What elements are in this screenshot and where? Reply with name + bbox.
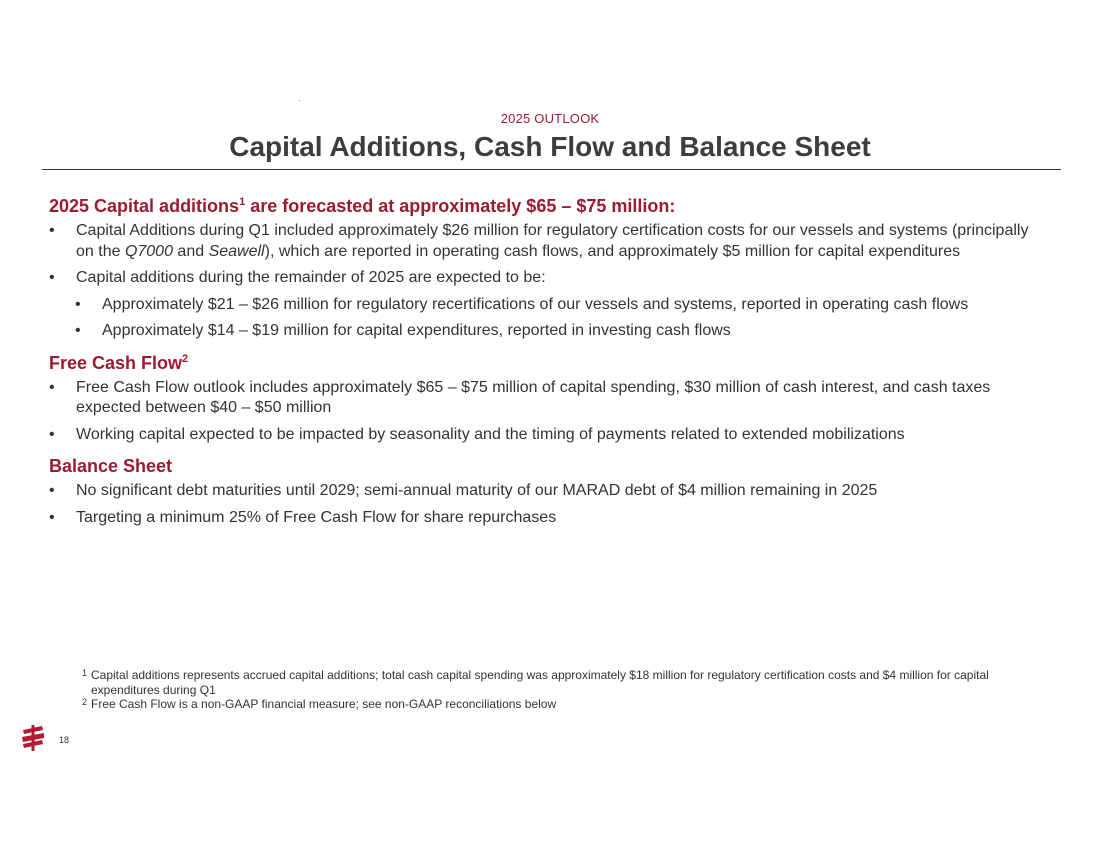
capital-additions-heading: 2025 Capital additions$^1$ are forecasted at approximately $65 – $75 million: bbox=[49, 196, 676, 216]
footnote-2: 2 Free Cash Flow is a non-GAAP financial measure; see non-GAAP reconciliations below bbox=[82, 697, 557, 711]
section-eyebrow: 2025 OUTLOOK bbox=[500, 111, 600, 126]
company-logo-icon bbox=[20, 724, 46, 752]
free-cash-flow-heading: Free Cash Flow$^2$ bbox=[49, 352, 189, 373]
bullet-icon: • bbox=[49, 508, 55, 526]
list-item: • Working capital expected to be impacted by seasonality and the timing of payments related to extended mobilizations bbox=[49, 425, 1039, 446]
sub-list-item: • Approximately $14 – $19 million for capital expenditures, reported in investing cash flows bbox=[75, 321, 1039, 342]
list-item: • Capital additions during the remainder of 2025 are expected to be: bbox=[49, 268, 1039, 289]
bullet-icon: • bbox=[49, 222, 55, 239]
bullet-icon: • bbox=[75, 322, 81, 339]
list-item: • Targeting a minimum 25% of Free Cash Flow for share repurchases bbox=[49, 508, 1039, 529]
bullet-icon: • bbox=[49, 425, 55, 443]
list-item: • Capital Additions during Q1 included approximately $26 million for regulatory certification costs for our vessels and systems (principally on the Q7000 and Seawell), which are reported in operating cash flows, and approximately $5 million for capital expenditures bbox=[49, 222, 1029, 260]
sub-list-item: • Approximately $21 – $26 million for regulatory recertifications of our vessels and systems, reported in operating cash flows bbox=[75, 295, 1039, 316]
page-number: 18 bbox=[59, 735, 70, 745]
slide-body bbox=[49, 195, 1039, 534]
footnote-ref-1: 1 bbox=[239, 196, 246, 208]
bullet-icon: • bbox=[49, 269, 55, 286]
bullet-icon: • bbox=[75, 295, 81, 313]
balance-sheet-heading: Balance Sheet bbox=[49, 456, 173, 476]
page-title: Capital Additions, Cash Flow and Balance Sheet bbox=[229, 131, 871, 162]
footnote-1: 1 Capital additions represents accrued capital additions; total cash capital spending was approximately $18 million for regulatory certification costs and $4 million for capital expenditures during Q1 bbox=[82, 668, 989, 697]
bullet-icon: • bbox=[49, 482, 55, 499]
list-item: • Free Cash Flow outlook includes approximately $65 – $75 million of capital spending, $30 million of cash interest, and cash taxes expected between $40 – $50 million bbox=[49, 378, 991, 416]
list-item: • No significant debt maturities until 2029; semi-annual maturity of our MARAD debt of $4 million remaining in 2025 bbox=[49, 481, 1039, 502]
decorative-dot bbox=[299, 100, 300, 101]
footnote-ref-2: 2 bbox=[182, 352, 189, 365]
bullet-icon: • bbox=[49, 378, 55, 396]
footnotes bbox=[82, 668, 1042, 712]
title-divider bbox=[42, 169, 1061, 170]
